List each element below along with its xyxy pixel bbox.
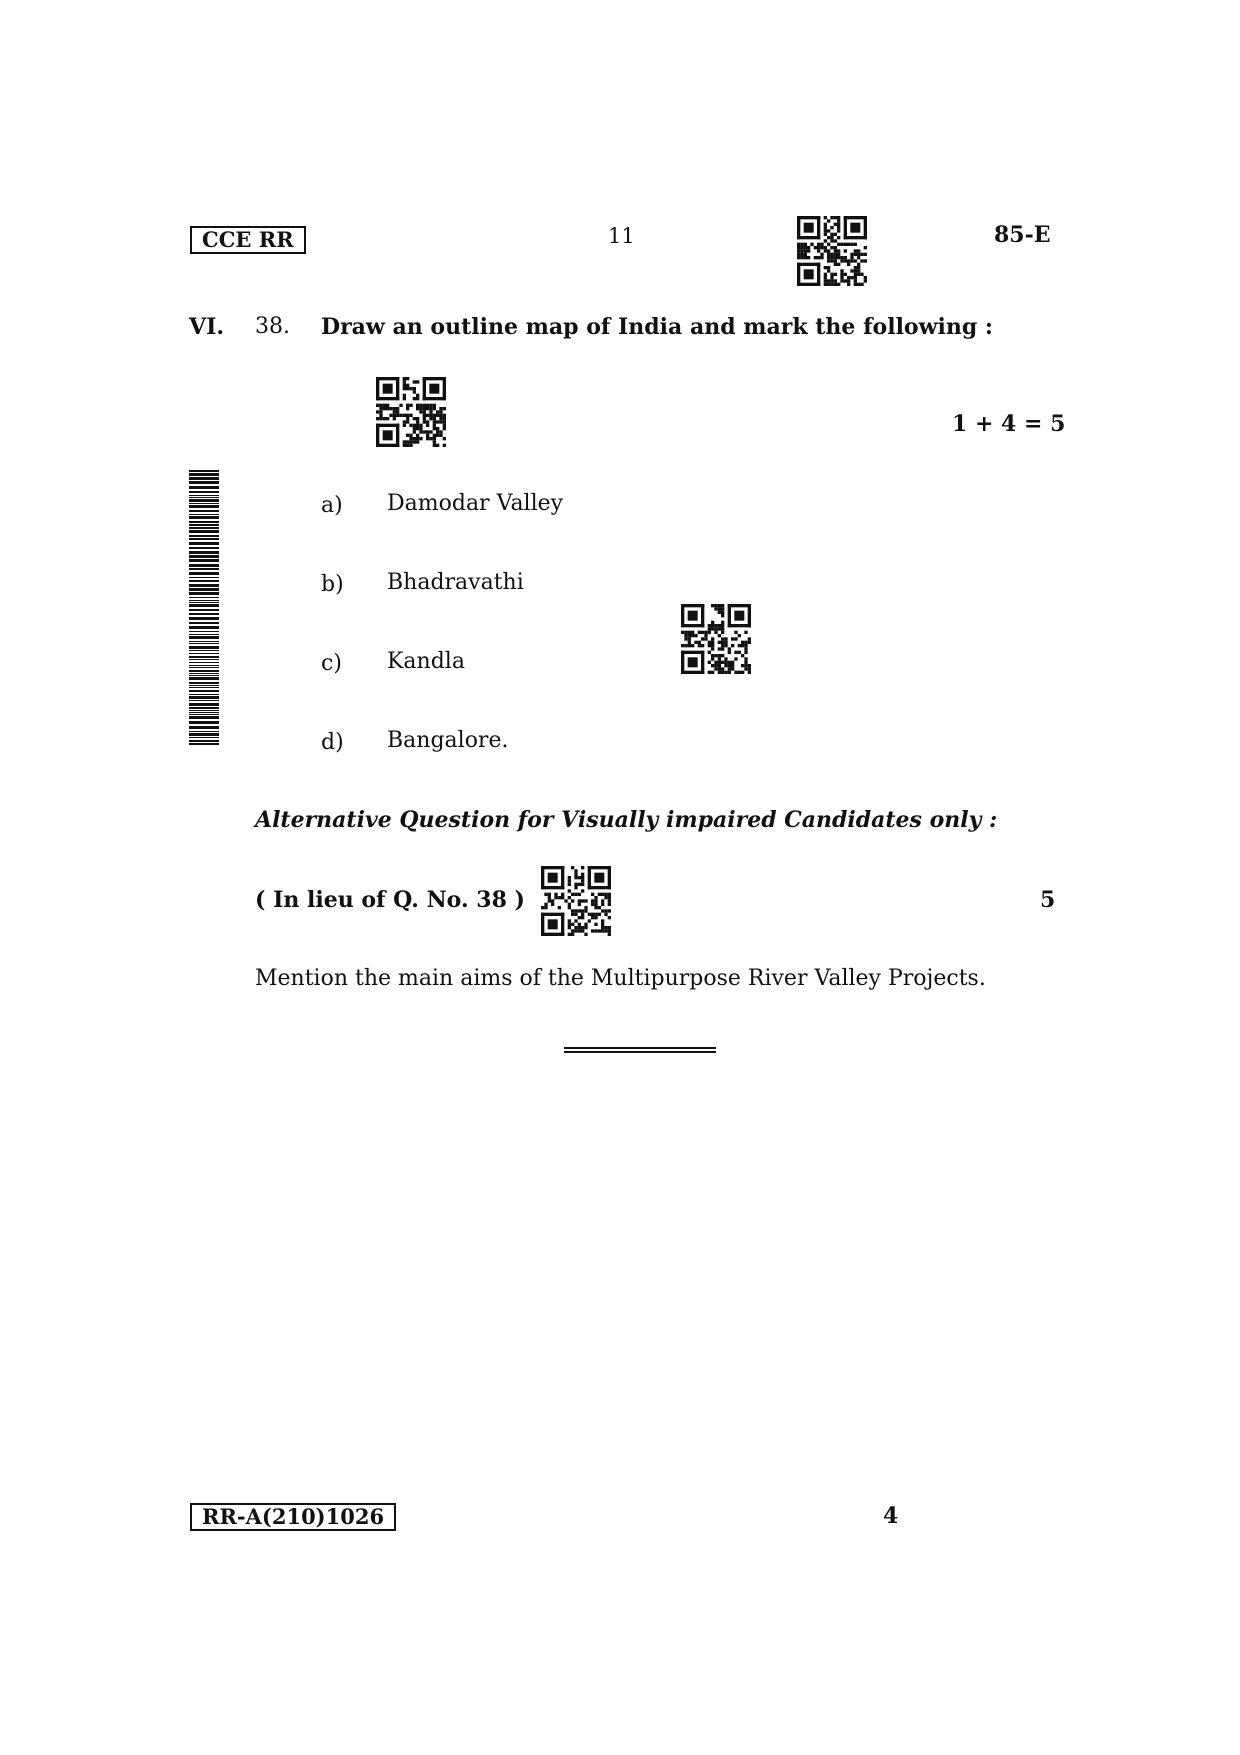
item-letter: a) — [321, 493, 343, 518]
item-letter: d) — [321, 730, 344, 755]
qr-code-icon — [376, 377, 446, 447]
item-letter: b) — [321, 572, 344, 597]
header-page-number: 11 — [608, 224, 635, 248]
item-text: Bhadravathi — [387, 570, 524, 595]
footer-code-box: RR-A(210)1026 — [190, 1503, 396, 1531]
alternative-marks: 5 — [1040, 887, 1056, 913]
item-text: Damodar Valley — [387, 491, 564, 516]
section-roman-number: VI. — [189, 314, 225, 340]
item-text: Kandla — [387, 649, 465, 674]
question-marks: 1 + 4 = 5 — [952, 411, 1066, 437]
end-of-paper-rule — [564, 1047, 716, 1053]
item-letter: c) — [321, 651, 342, 676]
paper-code: 85-E — [994, 222, 1051, 248]
in-lieu-label: ( In lieu of Q. No. 38 ) — [255, 887, 525, 913]
qr-code-icon — [541, 866, 611, 936]
item-text: Bangalore. — [387, 728, 509, 753]
qr-code-icon — [797, 216, 867, 286]
question-text: Draw an outline map of India and mark the following : — [321, 314, 994, 340]
alternative-heading: Alternative Question for Visually impaired Candidates only : — [255, 807, 998, 833]
alternative-question-text: Mention the main aims of the Multipurpose River Valley Projects. — [255, 966, 986, 991]
header-code-box: CCE RR — [190, 226, 306, 254]
qr-code-icon — [681, 604, 751, 674]
question-number: 38. — [255, 314, 290, 339]
barcode-icon — [189, 470, 219, 745]
footer-page-number: 4 — [883, 1503, 899, 1529]
